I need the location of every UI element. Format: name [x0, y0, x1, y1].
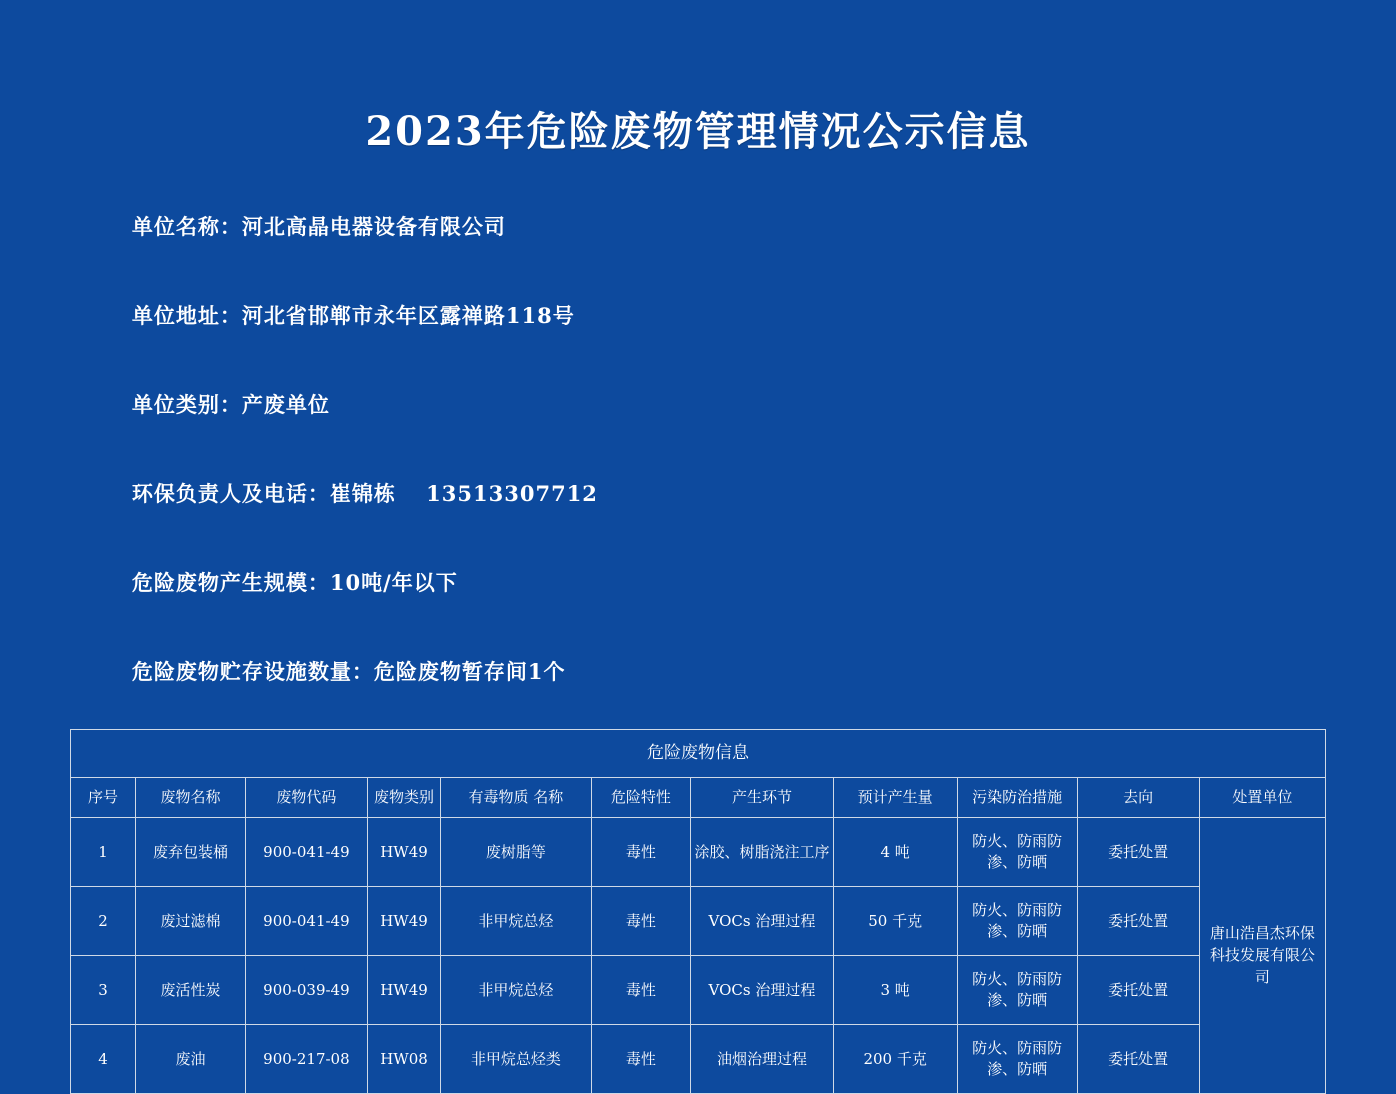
column-header-disposal-unit: 处置单位 [1199, 777, 1325, 818]
meta-value-company-type: 产废单位 [241, 392, 330, 417]
cell-stage: 油烟治理过程 [691, 1025, 833, 1094]
cell-code: 900-039-49 [245, 956, 367, 1025]
cell-destination: 委托处置 [1077, 818, 1199, 887]
table-caption-row [71, 730, 1326, 778]
cell-destination: 委托处置 [1077, 887, 1199, 956]
cell-measure: 防火、防雨防渗、防晒 [957, 1025, 1077, 1094]
cell-disposal-unit: 唐山浩昌杰环保科技发展有限公司 [1199, 818, 1325, 1094]
meta-row-contact [82, 462, 1326, 525]
cell-amount: 4 吨 [833, 818, 957, 887]
cell-code: 900-041-49 [245, 818, 367, 887]
table-row [71, 818, 1326, 887]
meta-row-company-name [82, 195, 1326, 258]
meta-label-scale: 危险废物产生规模： [131, 570, 330, 595]
cell-amount: 200 千克 [833, 1025, 957, 1094]
column-header-destination: 去向 [1077, 777, 1199, 818]
cell-hazard: 毒性 [591, 818, 691, 887]
cell-name: 废油 [136, 1025, 246, 1094]
cell-toxic: 非甲烷总烃类 [441, 1025, 592, 1094]
cell-hazard: 毒性 [591, 1025, 691, 1094]
meta-row-company-address [82, 284, 1326, 347]
cell-category: HW49 [367, 956, 440, 1025]
column-header-stage: 产生环节 [691, 777, 833, 818]
cell-category: HW49 [367, 818, 440, 887]
cell-hazard: 毒性 [591, 887, 691, 956]
meta-label-company-name: 单位名称： [131, 214, 242, 239]
table-header-row [71, 777, 1326, 818]
hazardous-waste-table [70, 729, 1326, 1094]
table-row [71, 887, 1326, 956]
cell-seq: 4 [71, 1025, 136, 1094]
cell-stage: 涂胶、树脂浇注工序 [691, 818, 833, 887]
meta-row-company-type [82, 373, 1326, 436]
meta-row-storage [82, 640, 1326, 703]
table-row [71, 1025, 1326, 1094]
meta-label-company-address: 单位地址： [131, 303, 242, 328]
cell-category: HW49 [367, 887, 440, 956]
page-title: 2023年危险废物管理情况公示信息 [365, 108, 1031, 155]
cell-toxic: 非甲烷总烃 [441, 887, 592, 956]
cell-destination: 委托处置 [1077, 956, 1199, 1025]
column-header-toxic: 有毒物质 名称 [441, 777, 592, 818]
meta-value-company-name: 河北高晶电器设备有限公司 [241, 214, 506, 239]
meta-value-contact: 崔锦栋 13513307712 [329, 481, 598, 506]
cell-measure: 防火、防雨防渗、防晒 [957, 956, 1077, 1025]
cell-seq: 2 [71, 887, 136, 956]
meta-label-company-type: 单位类别： [131, 392, 242, 417]
meta-value-storage: 危险废物暂存间1个 [373, 659, 566, 684]
cell-seq: 3 [71, 956, 136, 1025]
cell-measure: 防火、防雨防渗、防晒 [957, 818, 1077, 887]
meta-label-storage: 危险废物贮存设施数量： [131, 659, 374, 684]
cell-stage: VOCs 治理过程 [691, 887, 833, 956]
cell-category: HW08 [367, 1025, 440, 1094]
cell-hazard: 毒性 [591, 956, 691, 1025]
meta-value-scale: 10吨/年以下 [329, 570, 458, 595]
cell-code: 900-041-49 [245, 887, 367, 956]
column-header-category: 废物类别 [367, 777, 440, 818]
column-header-seq: 序号 [71, 777, 136, 818]
column-header-hazard: 危险特性 [591, 777, 691, 818]
meta-row-scale [82, 551, 1326, 614]
table-row [71, 956, 1326, 1025]
cell-name: 废弃包装桶 [136, 818, 246, 887]
table-caption: 危险废物信息 [71, 730, 1326, 778]
cell-toxic: 废树脂等 [441, 818, 592, 887]
cell-destination: 委托处置 [1077, 1025, 1199, 1094]
cell-name: 废活性炭 [136, 956, 246, 1025]
cell-code: 900-217-08 [245, 1025, 367, 1094]
column-header-amount: 预计产生量 [833, 777, 957, 818]
column-header-code: 废物代码 [245, 777, 367, 818]
meta-value-company-address: 河北省邯郸市永年区露禅路118号 [241, 303, 575, 328]
cell-name: 废过滤棉 [136, 887, 246, 956]
cell-measure: 防火、防雨防渗、防晒 [957, 887, 1077, 956]
cell-amount: 3 吨 [833, 956, 957, 1025]
company-info-list [70, 195, 1326, 703]
column-header-measure: 污染防治措施 [957, 777, 1077, 818]
cell-seq: 1 [71, 818, 136, 887]
meta-label-contact: 环保负责人及电话： [131, 481, 330, 506]
column-header-name: 废物名称 [136, 777, 246, 818]
cell-amount: 50 千克 [833, 887, 957, 956]
cell-toxic: 非甲烷总烃 [441, 956, 592, 1025]
cell-stage: VOCs 治理过程 [691, 956, 833, 1025]
